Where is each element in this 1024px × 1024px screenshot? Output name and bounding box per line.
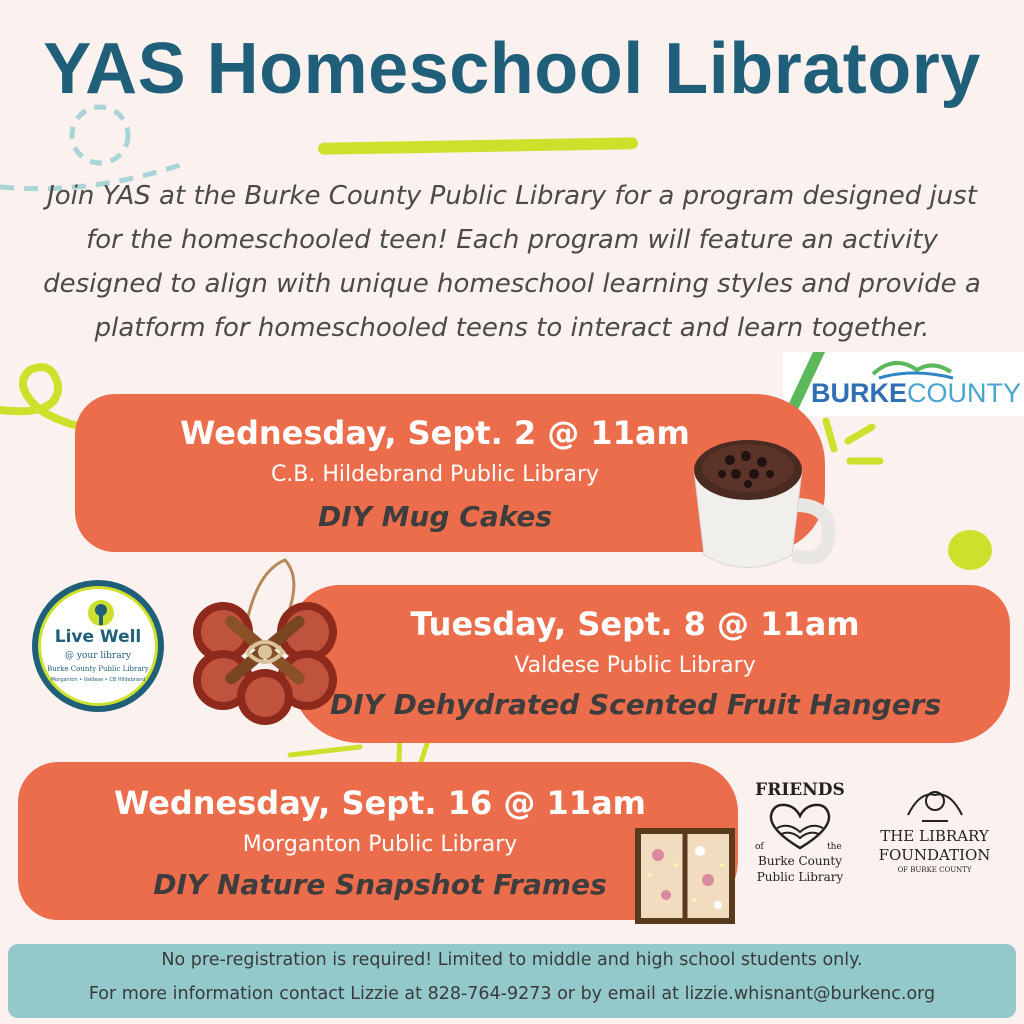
event-1-date: Wednesday, Sept. 2 @ 11am [180, 414, 690, 452]
foundation-line3: OF BURKE COUNTY [897, 866, 972, 874]
live-well-sub: @ your library [65, 651, 131, 661]
event-3-venue: Morganton Public Library [242, 832, 518, 857]
mug-cake-image [688, 430, 838, 580]
fruit-hanger-image [185, 552, 345, 732]
event-1-venue: C.B. Hildebrand Public Library [270, 462, 600, 487]
footer-registration-note: No pre-registration is required! Limited to middle and high school students only. [161, 950, 863, 970]
friends-title: FRIENDS [755, 780, 845, 800]
footer-contact-info: For more information contact Lizzie at 828-764-9273 or by email at lizzie.whisnant@burkenc.org [88, 984, 936, 1004]
event-1-activity: DIY Mug Cakes [318, 500, 552, 533]
logo-county-text: COUNTY [907, 378, 1022, 408]
friends-line2: Public Library [756, 870, 844, 884]
live-well-main: Live Well [54, 627, 142, 647]
friends-the: the [827, 842, 842, 852]
event-2-date: Tuesday, Sept. 8 @ 11am [410, 605, 860, 643]
title-underline [318, 137, 638, 155]
intro-paragraph: Join YAS at the Burke County Public Library for a program designed just for the homeschooled teen! Each program will feature an activity designed to align with unique homeschool learning styles and provide a platform for homeschooled teens to interact and learn together. [43, 181, 981, 343]
event-3-date: Wednesday, Sept. 16 @ 11am [113, 784, 646, 822]
crest-icon [900, 785, 970, 825]
heart-book-icon [765, 802, 835, 852]
event-2-activity: DIY Dehydrated Scented Fruit Hangers [330, 688, 942, 721]
foundation-line1: THE LIBRARY [880, 827, 989, 845]
friends-line1: Burke County [758, 854, 842, 868]
library-foundation-logo [862, 785, 1007, 885]
friends-logo [745, 780, 855, 890]
live-well-logo [32, 580, 164, 712]
tree-icon [85, 599, 117, 627]
live-well-org: Burke County Public Library [47, 665, 149, 673]
foundation-line2: FOUNDATION [878, 846, 991, 864]
page-title: YAS Homeschool Libratory [43, 29, 981, 109]
logo-burke-text: BURKE [811, 378, 908, 408]
burke-county-logo [783, 352, 1024, 416]
event-3-activity: DIY Nature Snapshot Frames [153, 868, 607, 901]
live-well-branches: Morganton • Valdese • CB Hildebrand [50, 677, 146, 683]
friends-of: of [755, 842, 764, 852]
event-2-venue: Valdese Public Library [514, 653, 756, 678]
nature-frame-image [630, 825, 740, 925]
